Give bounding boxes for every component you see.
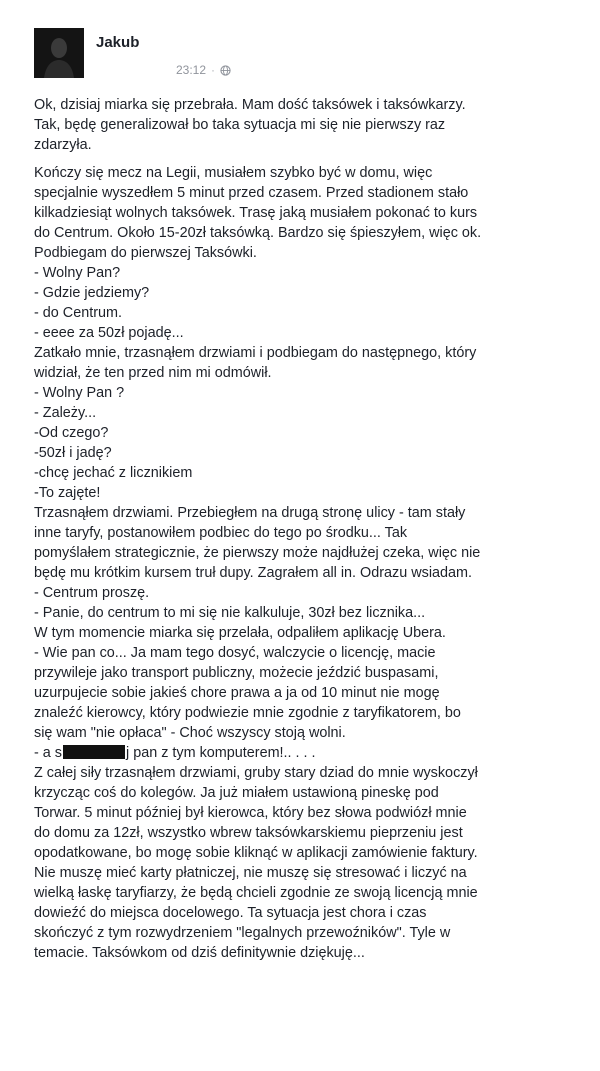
text-line: - Wie pan co... Ja mam tego dosyć, walczycie o licencję, macie	[34, 645, 436, 661]
text-line: Podbiegam do pierwszej Taksówki.	[34, 245, 257, 261]
text-line: przywileje jako transport publiczny, możecie jeździć buspasami,	[34, 665, 439, 681]
text-line: skończyć z tym rozwydrzeniem "legalnych przewoźników". Tyle w	[34, 925, 451, 941]
author-name[interactable]: Jakub	[96, 34, 140, 51]
text-line: Z całej siły trzasnąłem drzwiami, gruby stary dziad do mnie wyskoczył	[34, 765, 478, 781]
text-line: - do Centrum.	[34, 305, 122, 321]
text-line: Zatkało mnie, trzasnąłem drzwiami i podbiegam do następnego, który	[34, 345, 477, 361]
text-line: - Panie, do centrum to mi się nie kalkuluje, 30zł bez licznika...	[34, 605, 426, 621]
text-line: wielką łaskę taryfiarzy, że będą chcieli zgodnie ze swoją licencją mnie	[34, 885, 478, 901]
post-body	[34, 95, 579, 963]
text-line: dowieźć do miejsca docelowego. Ta sytuacja jest chora i czas	[34, 905, 427, 921]
text-line: widział, że ten przed nim mi odmówił.	[34, 365, 272, 381]
text-line: - eeee za 50zł pojadę...	[34, 325, 184, 341]
text-line: Trzasnąłem drzwiami. Przebiegłem na drugą stronę ulicy - tam stały	[34, 505, 466, 521]
post-header	[34, 28, 574, 84]
text-line: temacie. Taksówkom od dziś definitywnie dziękuję...	[34, 945, 365, 961]
text-line: Torwar. 5 minut później był kierowca, który bez słowa podwiózł mnie	[34, 805, 467, 821]
text-line: specjalnie wyszedłem 5 minut przed czasem. Przed stadionem stało	[34, 185, 469, 201]
text-line: - Zależy...	[34, 405, 97, 421]
text-line: inne taryfy, postanowiłem podbiec do tego po środku... Tak	[34, 525, 408, 541]
text-line: - Wolny Pan?	[34, 265, 121, 281]
text-line: krzycząc coś do kolegów. Ja już miałem ustawioną pineskę pod	[34, 785, 439, 801]
text-line: -Od czego?	[34, 425, 109, 441]
text-line: opodatkowane, bo mogę sobie kliknąć w aplikacji zamówienie faktury.	[34, 845, 478, 861]
text-line: uzurpujecie sobie jakieś chore prawa a ja od 10 minut nie mogę	[34, 685, 440, 701]
post-meta	[176, 63, 231, 77]
text-line: kilkadziesiąt wolnych taksówek. Trasę jaką musiałem pokonać to kurs	[34, 205, 478, 221]
meta-separator: ·	[211, 63, 216, 77]
paragraph-intro	[34, 95, 579, 155]
person-silhouette-icon	[34, 28, 84, 78]
text-line: pomyślałem strategicznie, że pierwszy może najdłużej czeka, więc nie	[34, 545, 481, 561]
text-line: się wam "nie opłaca" - Choć wszyscy stoją wolni.	[34, 725, 346, 741]
text-line: Ok, dzisiaj miarka się przebrała. Mam dość taksówek i taksówkarzy.	[34, 97, 466, 113]
text-line: będę mu krótkim kursem truł dupy. Zagrałem all in. Odrazu wsiadam.	[34, 565, 473, 581]
text-line: -chcę jechać z licznikiem	[34, 465, 193, 481]
text-line: do Centrum. Około 15-20zł taksówką. Bardzo się śpieszyłem, więc ok.	[34, 225, 482, 241]
text-line: zdarzyła.	[34, 137, 92, 153]
redacted-text-line	[34, 743, 579, 763]
text-line: - Gdzie jedziemy?	[34, 285, 150, 301]
redacted-line-start: - a s	[34, 745, 62, 761]
text-line: do domu za 12zł, wszystko wbrew taksówkarskiemu pieprzeniu jest	[34, 825, 463, 841]
text-line: Nie muszę mieć karty płatniczej, nie muszę się stresować i liczyć na	[34, 865, 467, 881]
post-timestamp[interactable]: 23:12	[176, 63, 207, 77]
text-line: W tym momencie miarka się przelała, odpaliłem aplikację Ubera.	[34, 625, 446, 641]
text-line: -To zajęte!	[34, 485, 101, 501]
redaction-bar	[63, 745, 125, 759]
text-line: - Centrum proszę.	[34, 585, 150, 601]
text-line: znaleźć kierowcy, który podwiezie mnie zgodnie z taryfikatorem, bo	[34, 705, 461, 721]
globe-icon	[220, 65, 231, 76]
text-line: - Wolny Pan ?	[34, 385, 125, 401]
avatar[interactable]	[34, 28, 84, 78]
text-line: Tak, będę generalizował bo taka sytuacja mi się nie pierwszy raz	[34, 117, 446, 133]
paragraph-story	[34, 163, 579, 963]
text-line: Kończy się mecz na Legii, musiałem szybko być w domu, więc	[34, 165, 433, 181]
text-line: -50zł i jadę?	[34, 445, 112, 461]
redacted-line-end: j pan z tym komputerem!.. . . .	[126, 745, 316, 761]
